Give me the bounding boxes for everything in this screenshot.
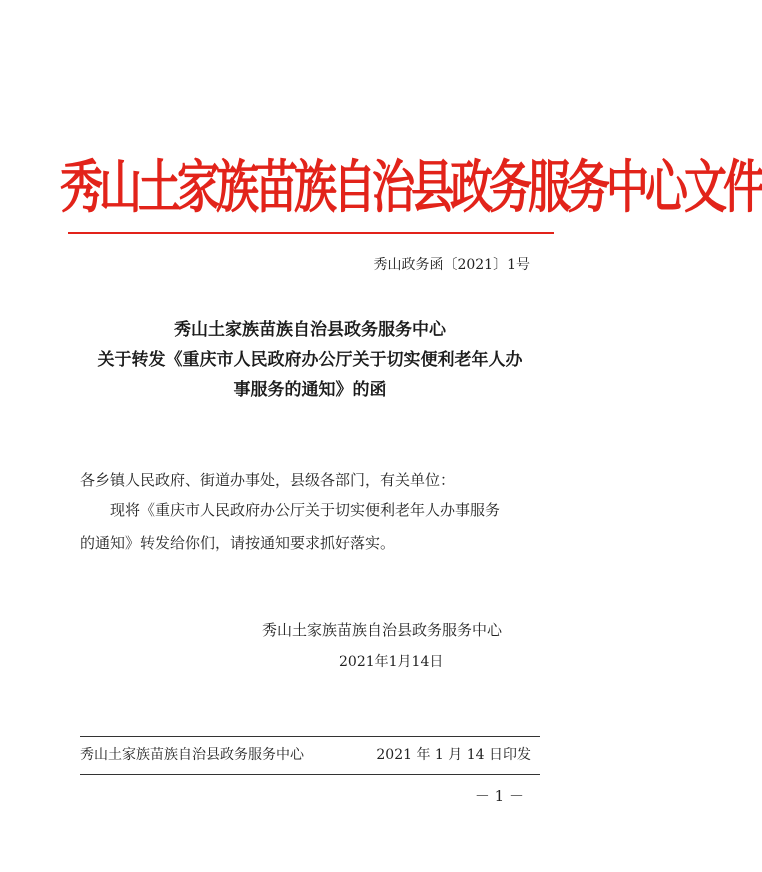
title-line-1: 秀山土家族苗族自治县政务服务中心 bbox=[174, 320, 446, 340]
title-line-3: 事服务的通知》的函 bbox=[233, 380, 387, 400]
document-masthead: 秀山土家族苗族自治县政务服务中心文件 bbox=[60, 155, 762, 221]
masthead-red-rule bbox=[68, 232, 554, 234]
body-paragraph-line-1: 现将《重庆市人民政府办公厅关于切实便利老年人办事服务 bbox=[110, 501, 501, 519]
document-title bbox=[60, 315, 560, 405]
signature-organization: 秀山土家族苗族自治县政务服务中心 bbox=[262, 621, 503, 639]
footer-print-date: 2021 年 1 月 14 日印发 bbox=[376, 747, 531, 763]
document-number: 秀山政务函〔2021〕1号 bbox=[373, 257, 530, 273]
addressee: 各乡镇人民政府、街道办事处，县级各部门，有关单位： bbox=[80, 471, 456, 489]
signature-date: 2021年1月14日 bbox=[339, 654, 444, 670]
footer-top-rule bbox=[80, 736, 540, 737]
body-paragraph-line-2: 的通知》转发给你们，请按通知要求抓好落实。 bbox=[80, 534, 396, 552]
page-number: － 1 － bbox=[474, 787, 524, 805]
footer-bottom-rule bbox=[80, 774, 540, 775]
footer-organization: 秀山土家族苗族自治县政务服务中心 bbox=[80, 747, 304, 763]
title-line-2: 关于转发《重庆市人民政府办公厅关于切实便利老年人办 bbox=[97, 350, 523, 370]
